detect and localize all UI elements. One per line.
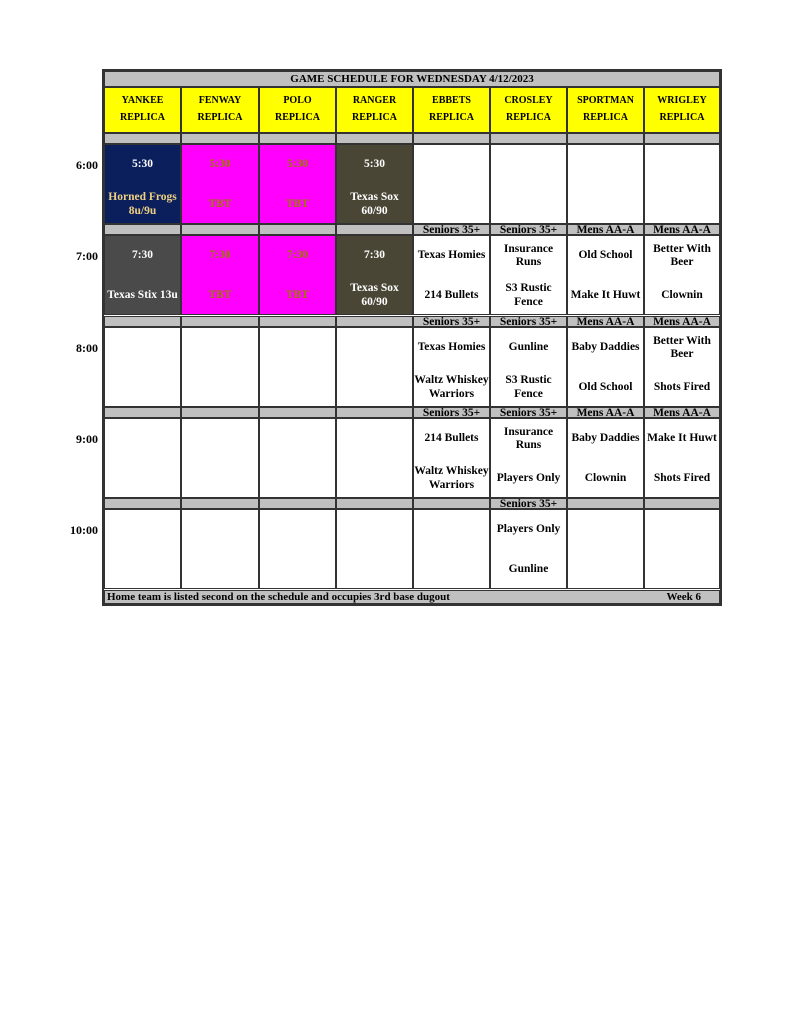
game-slot — [413, 235, 490, 315]
slot-team-bottom: Old School — [578, 380, 633, 393]
game-slot — [644, 418, 720, 498]
slot-team-bottom — [260, 549, 335, 588]
slot-team-bottom: TBT — [285, 197, 309, 210]
slot-team-top: 5:30 — [286, 158, 309, 170]
field-header-crosley — [490, 87, 567, 133]
schedule-sheet — [102, 69, 722, 606]
slot-team-top — [105, 328, 180, 367]
division-label: Seniors 35+ — [490, 498, 567, 509]
slot-team-bottom: Gunline — [508, 562, 549, 575]
slot-team-bottom — [645, 549, 719, 588]
game-slot — [644, 327, 720, 407]
field-header-wrigley — [644, 87, 720, 133]
field-subtitle: REPLICA — [351, 112, 397, 123]
division-label — [259, 224, 336, 235]
slot-team-top: Texas Homies — [417, 249, 486, 261]
slot-team-top — [414, 145, 489, 184]
game-slot — [567, 327, 644, 407]
slot-team-top: Make It Huwt — [647, 432, 717, 444]
slot-team-bottom: Clownin — [584, 471, 627, 484]
division-label — [644, 498, 720, 509]
slot-team-bottom: Clownin — [661, 288, 703, 301]
slot-team-top — [182, 328, 258, 367]
field-header-yankee — [104, 87, 181, 133]
game-slot — [490, 144, 567, 224]
slot-team-top — [414, 510, 489, 549]
division-label — [567, 133, 644, 144]
slot-team-bottom: Shots Fired — [653, 380, 711, 393]
slot-team-top: Better With Beer — [653, 334, 711, 360]
slot-team-top: 7:30 — [131, 249, 154, 261]
game-slot — [259, 509, 336, 589]
game-slot — [567, 235, 644, 315]
slot-team-bottom — [337, 367, 412, 406]
division-label: Mens AA-A — [644, 316, 720, 327]
time-label: 7:00 — [76, 249, 98, 263]
game-slot — [644, 235, 720, 315]
division-label — [104, 224, 181, 235]
slot-team-top: 5:30 — [209, 158, 231, 170]
game-slot — [567, 418, 644, 498]
slot-team-top — [337, 419, 412, 458]
slot-team-top: Baby Daddies — [571, 341, 640, 353]
field-name: YANKEE — [121, 95, 164, 106]
division-label — [259, 407, 336, 418]
division-label — [336, 133, 413, 144]
game-slot — [490, 509, 567, 589]
slot-team-top — [645, 145, 719, 184]
slot-team-top — [337, 510, 412, 549]
game-slot — [104, 327, 181, 407]
slot-team-bottom: Texas Sox 60/90 — [350, 190, 399, 217]
field-name: CROSLEY — [504, 95, 553, 106]
slot-team-top — [337, 328, 412, 367]
game-slot — [644, 144, 720, 224]
field-name: POLO — [283, 95, 312, 106]
time-label: 6:00 — [76, 158, 98, 172]
game-slot — [413, 144, 490, 224]
week-label: Week 6 — [666, 591, 701, 603]
division-label — [259, 498, 336, 509]
slot-team-bottom — [182, 458, 258, 497]
division-label — [181, 316, 259, 327]
slot-team-bottom — [260, 458, 335, 497]
slot-team-bottom: Texas Sox 60/90 — [350, 281, 399, 308]
division-label — [336, 407, 413, 418]
field-subtitle: REPLICA — [274, 112, 320, 123]
division-label — [181, 407, 259, 418]
division-label: Mens AA-A — [567, 224, 644, 235]
division-label — [567, 498, 644, 509]
slot-team-top: Baby Daddies — [571, 432, 640, 444]
field-header-ebbets — [413, 87, 490, 133]
division-label — [413, 498, 490, 509]
slot-team-top — [260, 328, 335, 367]
slot-team-top: Insurance Runs — [503, 242, 554, 268]
slot-team-bottom — [105, 549, 180, 588]
game-slot — [567, 509, 644, 589]
division-label — [181, 224, 259, 235]
slot-team-top — [182, 510, 258, 549]
division-label: Mens AA-A — [644, 407, 720, 418]
game-slot — [490, 418, 567, 498]
field-name: EBBETS — [432, 95, 471, 106]
division-label: Seniors 35+ — [490, 224, 567, 235]
game-slot — [413, 509, 490, 589]
field-header-ranger — [336, 87, 413, 133]
game-slot — [104, 235, 181, 315]
slot-team-bottom — [645, 184, 719, 223]
division-label — [104, 498, 181, 509]
slot-team-bottom — [414, 549, 489, 588]
field-name: FENWAY — [198, 95, 242, 106]
game-slot — [259, 235, 336, 315]
game-slot — [259, 327, 336, 407]
division-label: Seniors 35+ — [413, 316, 490, 327]
field-name: SPORTMAN — [577, 95, 634, 106]
time-label: 10:00 — [70, 523, 98, 537]
time-label: 9:00 — [76, 432, 98, 446]
division-label — [413, 133, 490, 144]
slot-team-top: Better With Beer — [653, 242, 711, 268]
field-subtitle: REPLICA — [119, 112, 165, 123]
game-slot — [181, 418, 259, 498]
slot-team-bottom: Make It Huwt — [570, 288, 641, 301]
slot-team-bottom: Shots Fired — [653, 471, 711, 484]
division-label — [181, 498, 259, 509]
game-slot — [336, 418, 413, 498]
slot-team-bottom: Waltz Whiskey Warriors — [414, 373, 489, 400]
field-name: RANGER — [352, 95, 397, 106]
slot-team-top — [568, 510, 643, 549]
slot-team-top: 7:30 — [209, 249, 231, 261]
schedule-footer — [104, 590, 720, 604]
game-slot — [336, 327, 413, 407]
slot-team-bottom — [260, 367, 335, 406]
field-header-polo — [259, 87, 336, 133]
slot-team-bottom: TBT — [208, 288, 232, 301]
slot-team-bottom — [568, 184, 643, 223]
slot-team-bottom: Players Only — [496, 471, 561, 484]
game-slot — [181, 235, 259, 315]
slot-team-top: Texas Homies — [417, 341, 486, 353]
slot-team-top: Players Only — [496, 523, 561, 535]
slot-team-top — [105, 419, 180, 458]
slot-team-top: 7:30 — [363, 249, 386, 261]
game-slot — [336, 144, 413, 224]
slot-team-bottom — [182, 367, 258, 406]
field-subtitle: REPLICA — [428, 112, 474, 123]
slot-team-bottom: TBT — [285, 288, 309, 301]
field-subtitle: REPLICA — [197, 112, 243, 123]
game-slot — [336, 509, 413, 589]
game-slot — [490, 235, 567, 315]
field-header-sportman — [567, 87, 644, 133]
division-label — [644, 133, 720, 144]
slot-team-bottom — [105, 458, 180, 497]
slot-team-top — [491, 145, 566, 184]
division-label — [490, 133, 567, 144]
division-label — [104, 407, 181, 418]
slot-team-bottom: S3 Rustic Fence — [505, 281, 552, 308]
slot-team-top: Gunline — [508, 341, 549, 353]
slot-team-top — [260, 419, 335, 458]
division-label — [336, 224, 413, 235]
game-slot — [259, 418, 336, 498]
game-slot — [181, 509, 259, 589]
game-slot — [181, 327, 259, 407]
slot-team-top — [568, 145, 643, 184]
game-slot — [490, 327, 567, 407]
field-subtitle: REPLICA — [582, 112, 628, 123]
slot-team-top: 7:30 — [286, 249, 309, 261]
slot-team-bottom — [568, 549, 643, 588]
game-slot — [104, 418, 181, 498]
game-slot — [181, 144, 259, 224]
division-label — [336, 498, 413, 509]
slot-team-top — [182, 419, 258, 458]
slot-team-top — [645, 510, 719, 549]
home-team-note: Home team is listed second on the schedule and occupies 3rd base dugout — [107, 591, 450, 603]
slot-team-top: Old School — [578, 249, 633, 261]
division-label — [104, 133, 181, 144]
time-label: 8:00 — [76, 341, 98, 355]
division-label — [104, 316, 181, 327]
slot-team-top: 5:30 — [363, 158, 386, 170]
slot-team-bottom — [182, 549, 258, 588]
slot-team-bottom: S3 Rustic Fence — [505, 373, 552, 400]
slot-team-top: Insurance Runs — [503, 425, 554, 451]
slot-team-bottom — [337, 458, 412, 497]
slot-team-bottom: 214 Bullets — [424, 288, 479, 301]
division-label: Seniors 35+ — [490, 407, 567, 418]
division-label: Mens AA-A — [567, 407, 644, 418]
slot-team-bottom: Texas Stix 13u — [107, 288, 178, 301]
division-label: Seniors 35+ — [490, 316, 567, 327]
game-slot — [336, 235, 413, 315]
division-label: Mens AA-A — [567, 316, 644, 327]
slot-team-bottom — [105, 367, 180, 406]
field-name: WRIGLEY — [657, 95, 707, 106]
game-slot — [259, 144, 336, 224]
division-label — [259, 316, 336, 327]
game-slot — [644, 509, 720, 589]
slot-team-top — [105, 510, 180, 549]
division-label — [336, 316, 413, 327]
division-label: Mens AA-A — [644, 224, 720, 235]
game-slot — [104, 144, 181, 224]
slot-team-bottom: Waltz Whiskey Warriors — [414, 464, 489, 491]
slot-team-bottom — [337, 549, 412, 588]
slot-team-bottom — [414, 184, 489, 223]
slot-team-bottom: Horned Frogs 8u/9u — [108, 190, 177, 217]
field-subtitle: REPLICA — [505, 112, 551, 123]
slot-team-bottom: TBT — [208, 197, 232, 210]
field-subtitle: REPLICA — [659, 112, 705, 123]
division-label — [259, 133, 336, 144]
game-slot — [413, 327, 490, 407]
schedule-title: GAME SCHEDULE FOR WEDNESDAY 4/12/2023 — [104, 71, 720, 87]
division-label — [181, 133, 259, 144]
slot-team-top: 214 Bullets — [424, 432, 479, 444]
division-label: Seniors 35+ — [413, 224, 490, 235]
slot-team-top: 5:30 — [131, 158, 154, 170]
game-slot — [413, 418, 490, 498]
game-slot — [104, 509, 181, 589]
slot-team-top — [260, 510, 335, 549]
slot-team-bottom — [491, 184, 566, 223]
division-label: Seniors 35+ — [413, 407, 490, 418]
field-header-fenway — [181, 87, 259, 133]
game-slot — [567, 144, 644, 224]
